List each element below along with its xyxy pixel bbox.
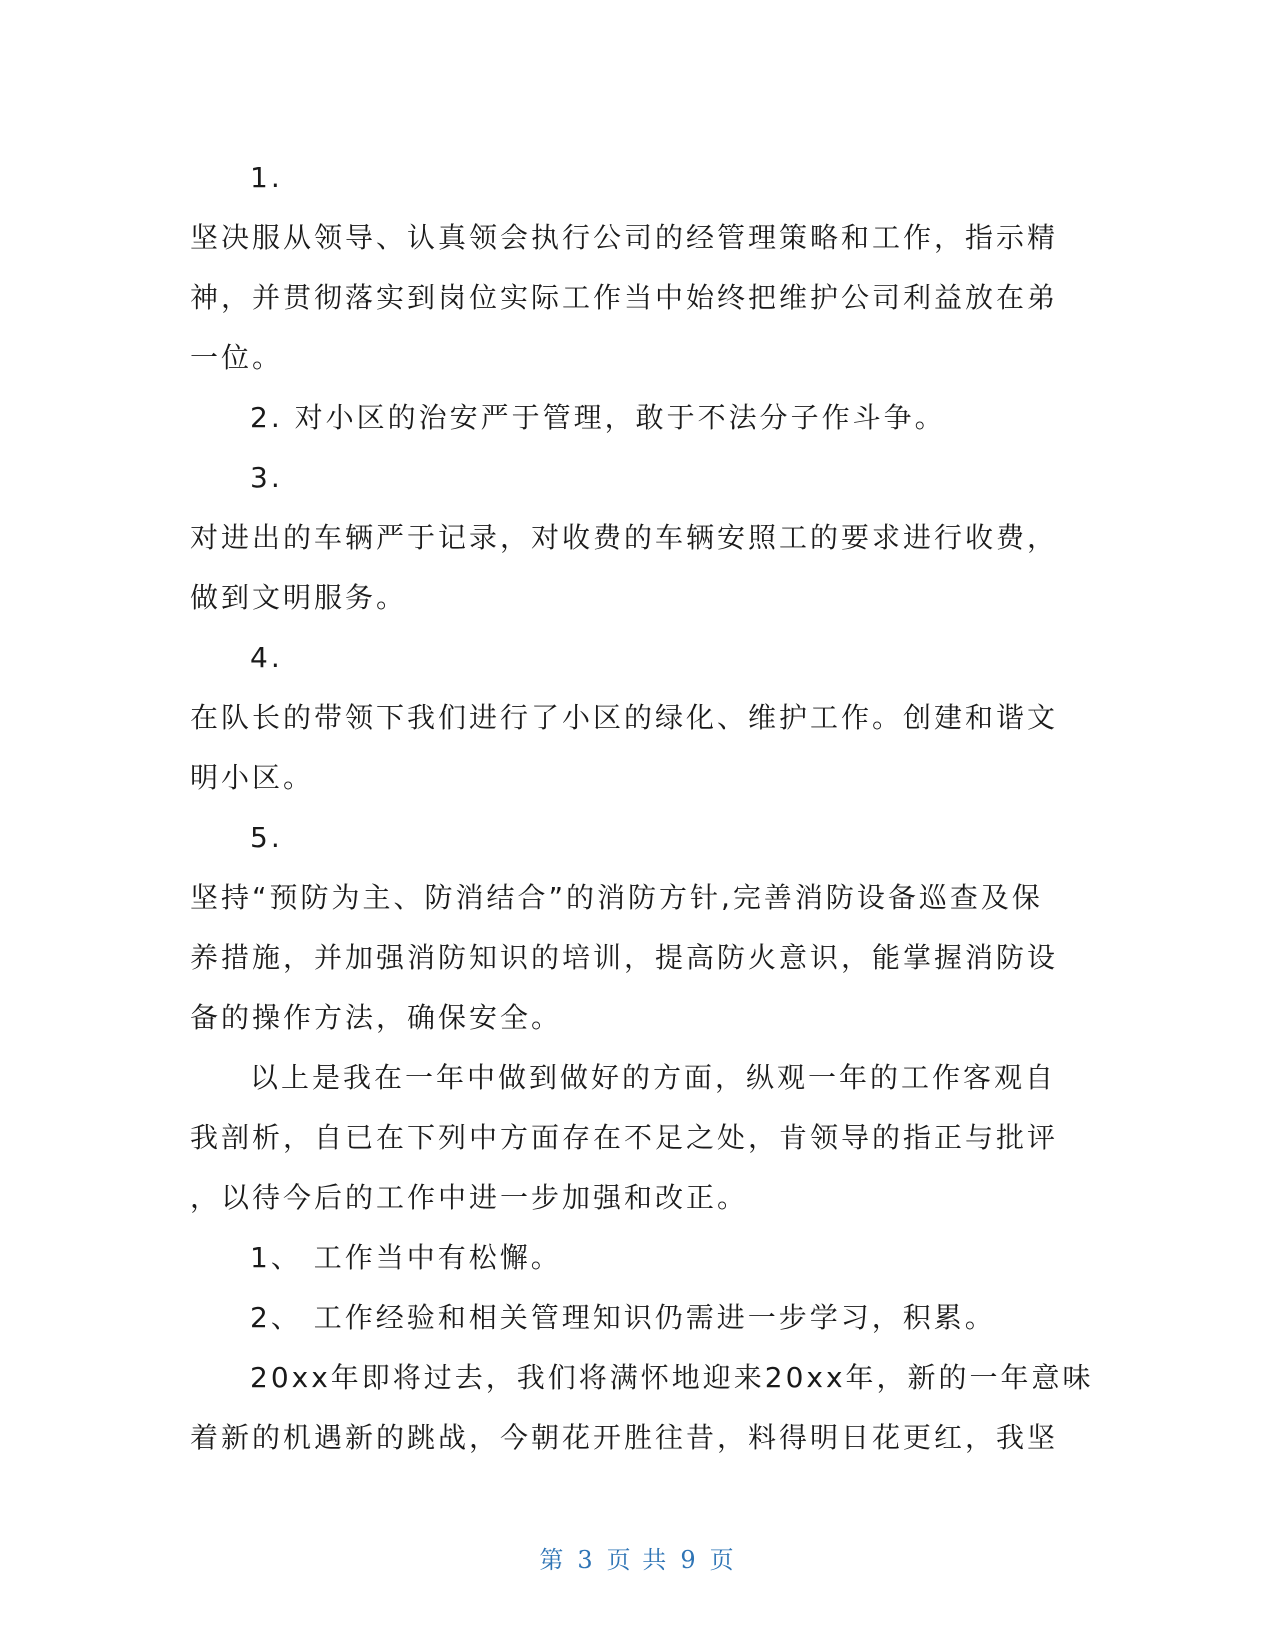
paragraph-line: 在队长的带领下我们进行了小区的绿化、维护工作。创建和谐文 [190,701,1059,734]
paragraph-line: 明小区。 [190,761,315,794]
footer-prefix: 第 [539,1546,566,1574]
paragraph-line: 坚持“预防为主、防消结合”的消防方针,完善消防设备巡查及保 [190,881,1043,914]
list-number-5: 5. [250,821,283,854]
paragraph-line: 对进出的车辆严于记录，对收费的车辆安照工的要求进行收费， [190,521,1059,554]
shortcoming-item-1: 1、 工作当中有松懈。 [250,1241,562,1274]
page-footer [0,1540,1275,1575]
paragraph-line: 备的操作方法，确保安全。 [190,1001,563,1034]
footer-total-pages: 9 [680,1546,698,1574]
paragraph-line: 20xx年即将过去，我们将满怀地迎来20xx年，新的一年意味 [250,1361,1094,1394]
paragraph-line: 神，并贯彻落实到岗位实际工作当中始终把维护公司利益放在弟 [190,281,1059,314]
list-number-4: 4. [250,641,283,674]
footer-current-page: 3 [577,1546,595,1574]
list-item-2: 2. 对小区的治安严于管理，敢于不法分子作斗争。 [250,401,946,434]
paragraph-line: 坚决服从领导、认真领会执行公司的经管理策略和工作，指示精 [190,221,1059,254]
paragraph-line: 我剖析，自已在下列中方面存在不足之处，肯领导的指正与批评 [190,1121,1059,1154]
list-number-3: 3. [250,461,283,494]
paragraph-line: 做到文明服务。 [190,581,408,614]
paragraph-line: 一位。 [190,341,284,374]
paragraph-line: 养措施，并加强消防知识的培训，提高防火意识，能掌握消防设 [190,941,1059,974]
paragraph-line: ，以待今后的工作中进一步加强和改正。 [190,1181,749,1214]
paragraph-line: 着新的机遇新的跳战，今朝花开胜往昔，料得明日花更红，我坚 [190,1421,1059,1454]
paragraph-line: 以上是我在一年中做到做好的方面，纵观一年的工作客观自 [250,1061,1057,1094]
footer-suffix: 页 [709,1546,736,1574]
shortcoming-item-2: 2、 工作经验和相关管理知识仍需进一步学习，积累。 [250,1301,996,1334]
footer-middle: 页 共 [606,1546,669,1574]
document-body [190,148,1094,1468]
list-number-1: 1. [250,161,283,194]
